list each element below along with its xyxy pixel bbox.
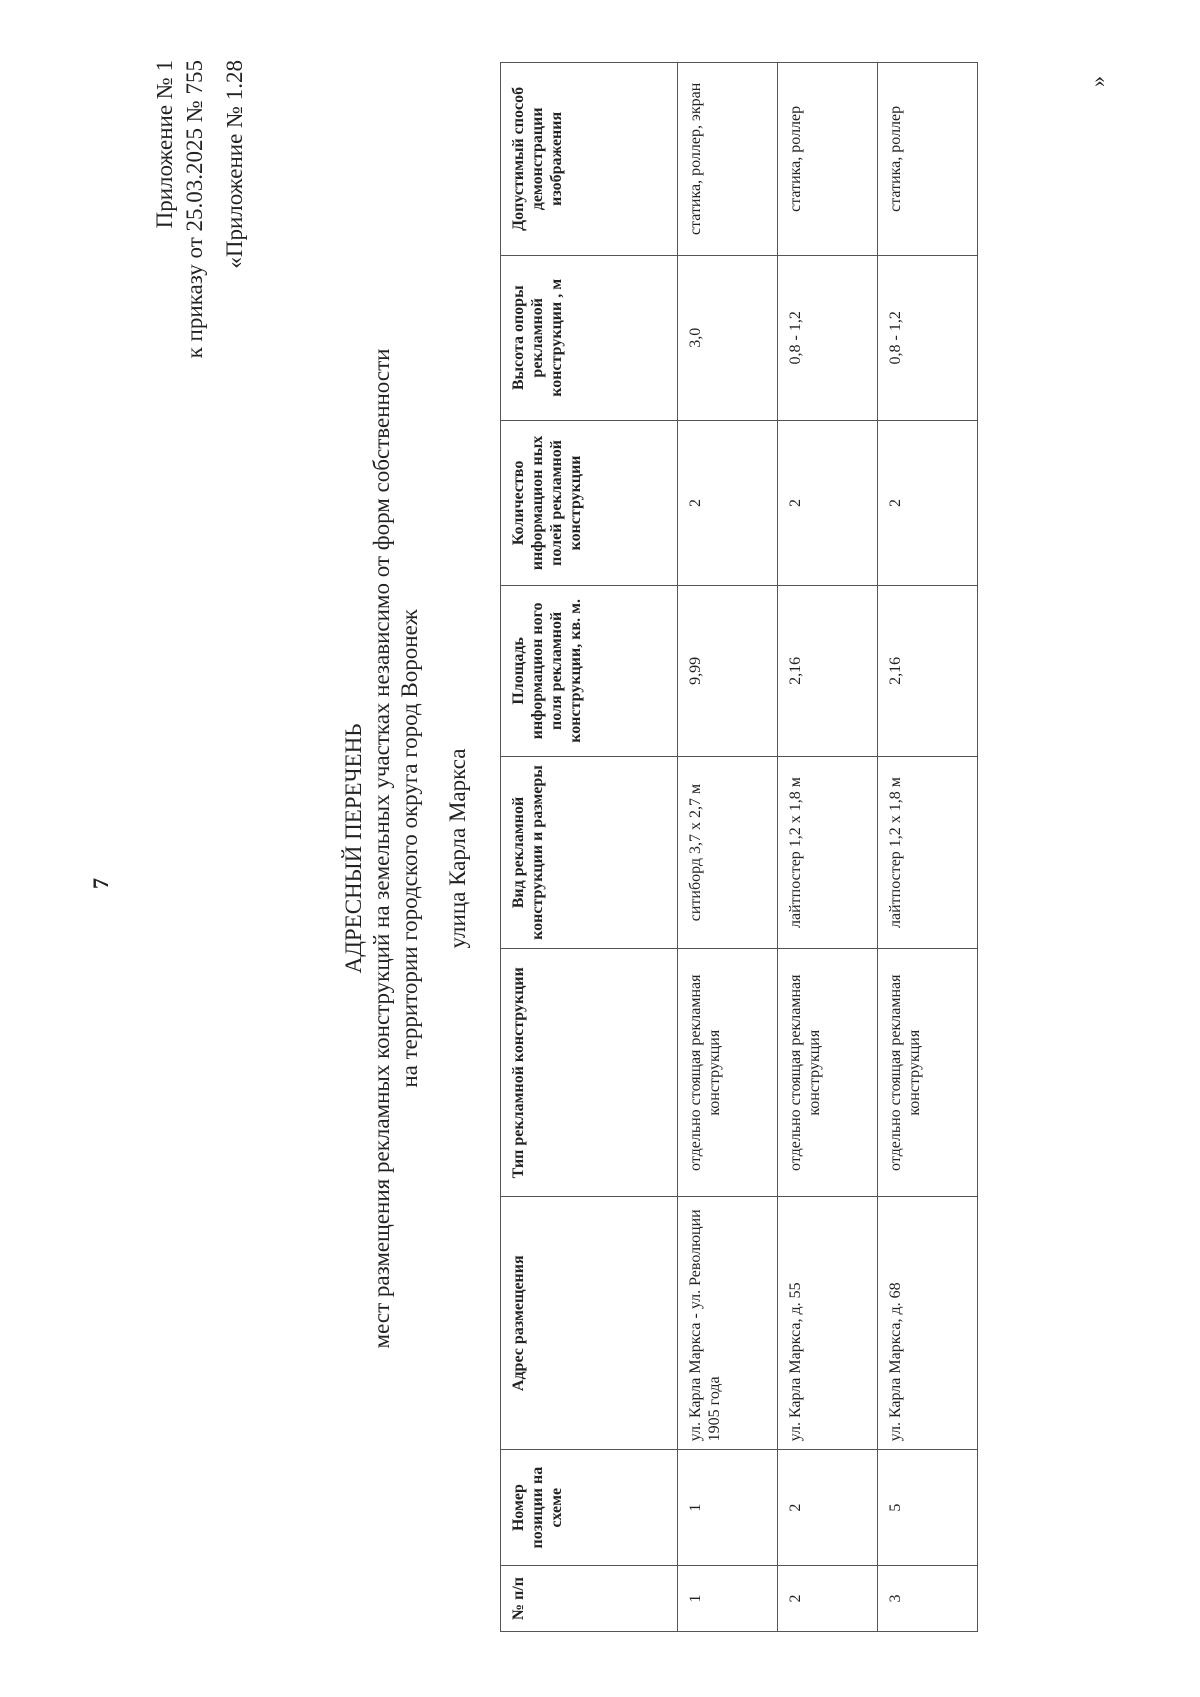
cell-fields: 2 [778, 420, 878, 585]
cell-number: 1 [678, 1565, 778, 1631]
appendix-block [150, 60, 250, 358]
cell-address: ул. Карла Маркса, д. 68 [878, 1197, 978, 1450]
cell-area: 9,99 [678, 586, 778, 757]
table-row [678, 63, 778, 1632]
appendix-line-2: к приказу от 25.03.2025 № 755 [182, 60, 207, 359]
cell-number: 2 [778, 1565, 878, 1631]
cell-height: 3,0 [678, 255, 778, 420]
cell-height: 0,8 - 1,2 [878, 255, 978, 420]
appendix-line-1: Приложение № 1 [152, 60, 177, 229]
cell-fields: 2 [878, 420, 978, 585]
cell-area: 2,16 [778, 586, 878, 757]
cell-position: 1 [678, 1450, 778, 1566]
header-cell-fields: Количество информацион ных полей рекламной конструкции [501, 420, 678, 585]
table-header-row [501, 63, 678, 1632]
header-cell-position: Номер позиции на схеме [501, 1450, 678, 1566]
document-subtitle-1: мест размещения рекламных конструкций на земельных участках независимо от форм собственности [369, 348, 394, 1349]
table-row [878, 63, 978, 1632]
cell-position: 2 [778, 1450, 878, 1566]
header-cell-address: Адрес размещения [501, 1197, 678, 1450]
cell-method: статика, роллер [878, 63, 978, 256]
appendix-line-3: «Приложение № 1.28 [222, 60, 247, 269]
cell-kind: лайтпостер 1,2 х 1,8 м [778, 756, 878, 949]
closing-quote: » [1085, 76, 1110, 87]
cell-type: отдельно стоящая рекламная конструкция [878, 949, 978, 1197]
address-registry-table [500, 62, 978, 1632]
cell-address: ул. Карла Маркса - ул. Революции 1905 года [678, 1197, 778, 1450]
cell-address: ул. Карла Маркса, д. 55 [778, 1197, 878, 1450]
cell-area: 2,16 [878, 586, 978, 757]
header-cell-number: № п/п [501, 1565, 678, 1631]
cell-fields: 2 [678, 420, 778, 585]
header-cell-height: Высота опоры рекламной конструкции , м [501, 255, 678, 420]
cell-type: отдельно стоящая рекламная конструкция [778, 949, 878, 1197]
cell-method: статика, роллер [778, 63, 878, 256]
cell-method: статика, роллер, экран [678, 63, 778, 256]
document-subtitle-2: на территории городского округа город Воронеж [397, 609, 422, 1088]
cell-position: 5 [878, 1450, 978, 1566]
header-cell-type: Тип рекламной конструкции [501, 949, 678, 1197]
cell-kind: ситиборд 3,7 х 2,7 м [678, 756, 778, 949]
header-cell-kind: Вид рекламной конструкции и размеры [501, 756, 678, 949]
document-title: АДРЕСНЫЙ ПЕРЕЧЕНЬ [341, 723, 366, 974]
header-cell-method: Допустимый способ демонстрации изображения [501, 63, 678, 256]
cell-number: 3 [878, 1565, 978, 1631]
street-name: улица Карла Маркса [445, 748, 470, 949]
document-heading [340, 0, 472, 1697]
table-row [778, 63, 878, 1632]
cell-height: 0,8 - 1,2 [778, 255, 878, 420]
cell-type: отдельно стоящая рекламная конструкция [678, 949, 778, 1197]
page-number: 7 [88, 878, 113, 889]
cell-kind: лайтпостер 1,2 х 1,8 м [878, 756, 978, 949]
header-cell-area: Площадь информацион ного поля рекламной конструкции, кв. м. [501, 586, 678, 757]
